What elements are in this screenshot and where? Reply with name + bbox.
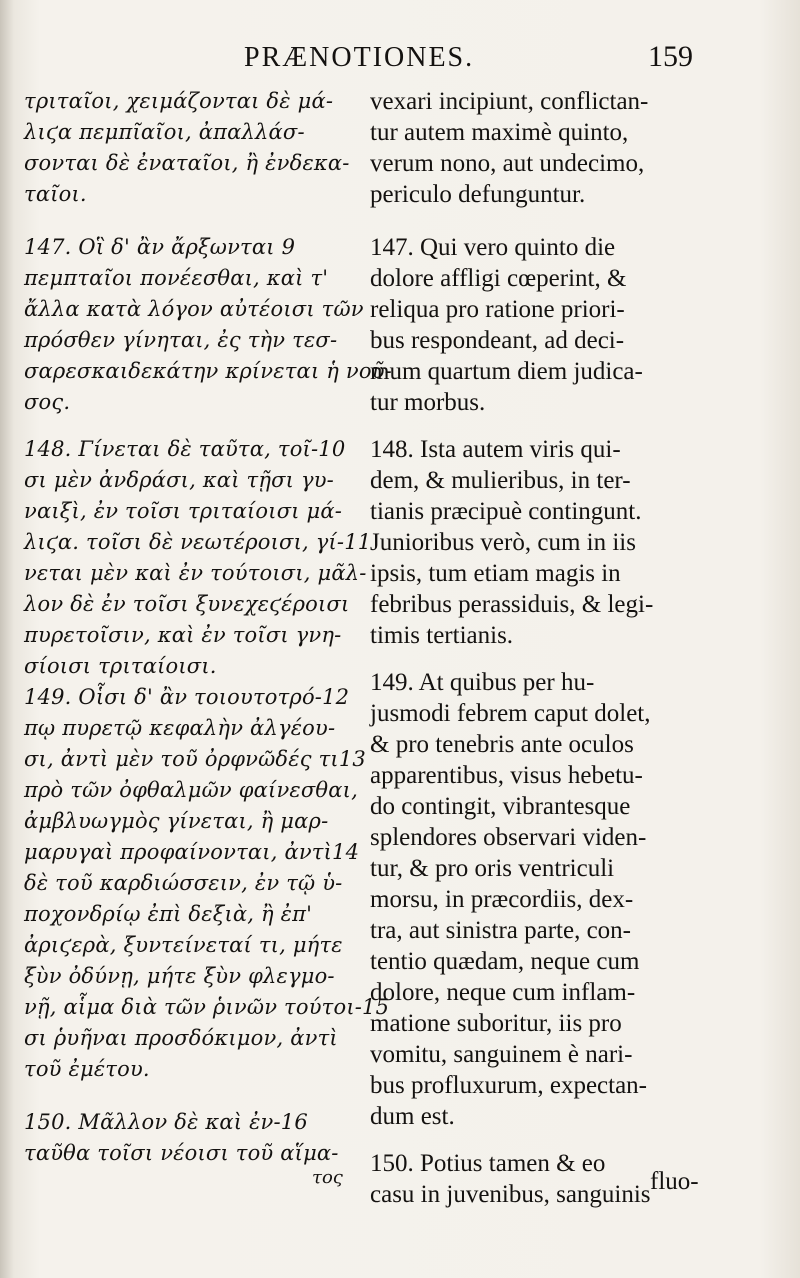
latin-line: 149. At quibus per hu-	[370, 669, 595, 696]
greek-line: 147. Οἳ δ' ἂν ἄρξωνται 9	[24, 235, 296, 259]
latin-line: matione suboritur, iis pro	[370, 1010, 622, 1037]
greek-line: λιϛα. τοῖσι δὲ νεωτέροισι, γί-11	[24, 530, 372, 554]
latin-line: 148. Ista autem viris qui-	[370, 436, 621, 463]
greek-catchword: τος	[312, 1167, 343, 1188]
latin-line: dolore affligi cœperint, &	[370, 265, 627, 292]
latin-line: tur autem maximè quinto,	[370, 119, 629, 146]
latin-line: reliqua pro ratione priori-	[370, 296, 625, 323]
greek-line: ναιξὶ, ἐν τοῖσι τριταίοισι μά-	[24, 499, 343, 523]
latin-line: febribus perassiduis, & legi-	[370, 591, 654, 618]
latin-line: verum nono, aut undecimo,	[370, 150, 645, 177]
latin-line: tur morbus.	[370, 389, 486, 416]
greek-line: τριταῖοι, χειμάζονται δὲ μά-	[24, 89, 334, 113]
latin-line: & pro tenebris ante oculos	[370, 731, 634, 758]
latin-line: dem, & mulieribus, in ter-	[370, 467, 631, 494]
greek-line: 150. Μᾶλλον δὲ καὶ ἐν-16	[24, 1110, 308, 1134]
latin-line: 147. Qui vero quinto die	[370, 234, 616, 261]
greek-line: πρόσθεν γίνηται, ἐς τὴν τεσ-	[24, 328, 338, 352]
greek-line: ἀριϛερὰ, ξυντείνεταί τι, μήτε	[24, 933, 343, 957]
latin-line: morsu, in præcordiis, dex-	[370, 886, 634, 913]
greek-column	[24, 86, 392, 1169]
greek-line: λον δὲ ἐν τοῖσι ξυνεχεϛέροισι	[24, 592, 350, 616]
greek-line: ποχονδρίῳ ἐπὶ δεξιὰ, ἢ ἐπ'	[24, 902, 313, 926]
greek-line: πεμπταῖοι πονέεσθαι, καὶ τ'	[24, 266, 329, 290]
latin-catchword: fluo-	[650, 1168, 699, 1195]
latin-line: casu in juvenibus, sanguinis	[370, 1181, 651, 1208]
greek-line: ταῖοι.	[24, 182, 87, 206]
greek-line: σι, ἀντὶ μὲν τοῦ ὀρφνῶδές τι13	[24, 747, 366, 771]
latin-line: tentio quædam, neque cum	[370, 948, 640, 975]
latin-line: Junioribus verò, cum in iis	[370, 529, 636, 556]
running-head	[0, 36, 800, 76]
latin-line: 150. Potius tamen & eo	[370, 1150, 606, 1177]
greek-line: λιϛα πεμπῖαῖοι, ἀπαλλάσ-	[24, 120, 305, 144]
latin-line: vomitu, sanguinem è nari-	[370, 1041, 633, 1068]
greek-line: σαρεσκαιδεκάτην κρίνεται ἡ νοῦ-	[24, 359, 392, 383]
greek-line: ἀμβλυωγμὸς γίνεται, ἢ μαρ-	[24, 809, 329, 833]
running-title: PRÆNOTIONES.	[244, 42, 475, 73]
latin-line: tra, aut sinistra parte, con-	[370, 917, 632, 944]
greek-line: σι ῥυῆναι προσδόκιμον, ἀντὶ	[24, 1026, 338, 1050]
latin-line: ipsis, tum etiam magis in	[370, 560, 621, 587]
greek-line: ἄλλα κατὰ λόγον αὐτέοισι τῶν	[24, 297, 364, 321]
greek-line: σονται δὲ ἐναταῖοι, ἢ ἐνδεκα-	[24, 151, 350, 175]
latin-line: jusmodi febrem caput dolet,	[370, 700, 651, 727]
latin-column	[370, 86, 700, 1210]
latin-line: timis tertianis.	[370, 622, 514, 649]
latin-line: tur, & pro oris ventriculi	[370, 855, 615, 882]
greek-line: σίοισι τριταίοισι.	[24, 654, 217, 678]
greek-line: τοῦ ἐμέτου.	[24, 1057, 150, 1081]
greek-line: πῳ πυρετῷ κεφαλὴν ἀλγέου-	[24, 716, 336, 740]
greek-line: δὲ τοῦ καρδιώσσειν, ἐν τῷ ὑ-	[24, 871, 343, 895]
latin-line: dolore, neque cum inflam-	[370, 979, 636, 1006]
latin-line: do contingit, vibrantesque	[370, 793, 631, 820]
latin-line: apparentibus, visus hebetu-	[370, 762, 643, 789]
latin-line: mum quartum diem judica-	[370, 358, 643, 385]
greek-line: ταῦθα τοῖσι νέοισι τοῦ αἵμα-	[24, 1141, 339, 1165]
latin-line: bus respondeant, ad deci-	[370, 327, 625, 354]
latin-line: bus profluxurum, expectan-	[370, 1072, 648, 1099]
greek-line: σι μὲν ἀνδράσι, καὶ τῇσι γυ-	[24, 468, 334, 492]
latin-line: splendores observari viden-	[370, 824, 647, 851]
page-number: 159	[648, 40, 693, 73]
greek-line: 148. Γίνεται δὲ ταῦτα, τοῖ-10	[24, 437, 346, 461]
greek-line: ξὺν ὀδύνῃ, μήτε ξὺν φλεγμο-	[24, 964, 335, 988]
latin-line: periculo defunguntur.	[370, 181, 586, 208]
greek-line: μαρυγαὶ προφαίνονται, ἀντὶ14	[24, 840, 360, 864]
latin-line: dum est.	[370, 1103, 455, 1130]
latin-line: tianis præcipuè contingunt.	[370, 498, 642, 525]
latin-line: vexari incipiunt, conflictan-	[370, 88, 649, 115]
greek-line: νῇ, αἷμα διὰ τῶν ῥινῶν τούτοι-15	[24, 995, 390, 1019]
greek-line: νεται μὲν καὶ ἐν τούτοισι, μᾶλ-	[24, 561, 367, 585]
greek-line: πυρετοῖσιν, καὶ ἐν τοῖσι γνη-	[24, 623, 342, 647]
greek-line: πρὸ τῶν ὀφθαλμῶν φαίνεσθαι,	[24, 778, 358, 802]
greek-line: σος.	[24, 390, 71, 414]
greek-line: 149. Οἷσι δ' ἂν τοιουτοτρό-12	[24, 685, 350, 709]
